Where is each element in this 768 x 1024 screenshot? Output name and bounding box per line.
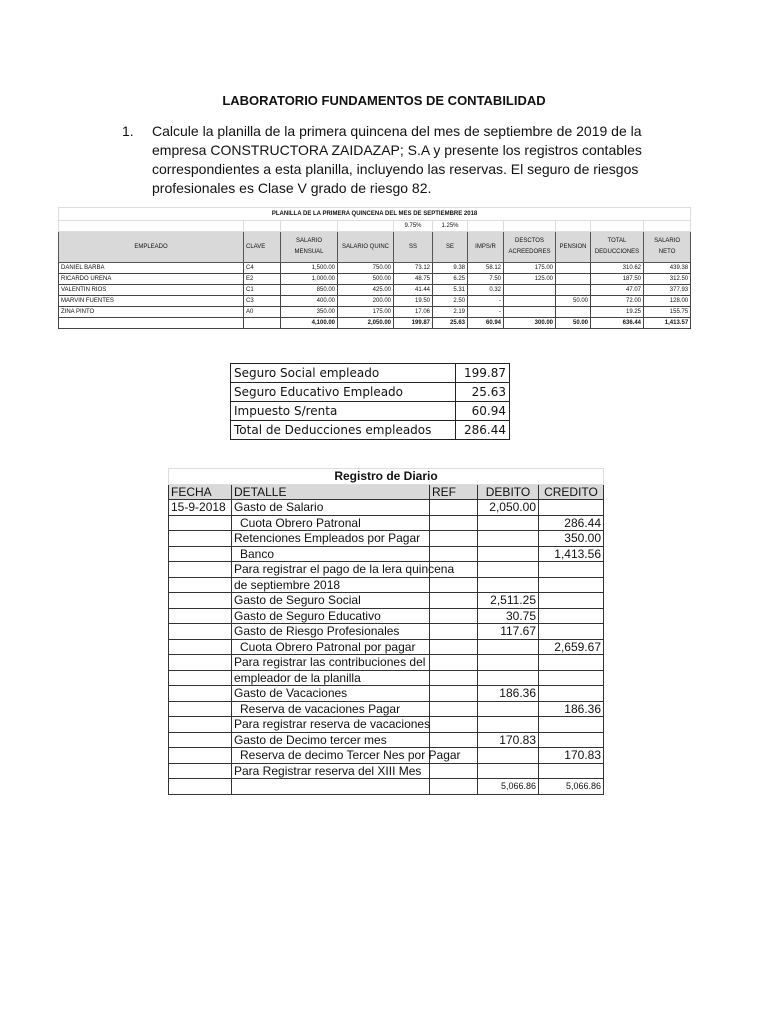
journal-cell [430, 624, 478, 640]
journal-row [169, 562, 604, 578]
journal-row [169, 732, 604, 748]
journal-cell [169, 608, 232, 624]
total-cell: 50.00 [556, 318, 591, 329]
journal-cell: Gasto de Salario [232, 500, 430, 516]
table-cell: 5.31 [433, 285, 468, 296]
journal-cell [169, 655, 232, 671]
journal-cell: Gasto de Vacaciones [232, 686, 430, 702]
column-header: REF [430, 484, 478, 500]
table-cell [556, 307, 591, 318]
summary-label: Seguro Social empleado [231, 364, 456, 383]
table-cell: DANIEL BARBA [59, 263, 244, 274]
table-cell: 312.50 [644, 274, 691, 285]
journal-cell [430, 686, 478, 702]
journal-cell: Para registrar las contribuciones del [232, 655, 430, 671]
journal-row [169, 515, 604, 531]
table-cell: 48.75 [394, 274, 433, 285]
table-cell: 73.12 [394, 263, 433, 274]
table-cell: 155.75 [644, 307, 691, 318]
total-cell: 5,066.86 [478, 779, 539, 795]
total-cell: 5,066.86 [539, 779, 604, 795]
document-title: LABORATORIO FUNDAMENTOS DE CONTABILIDAD [222, 93, 546, 108]
journal-cell [539, 593, 604, 609]
question-text: Calcule la planilla de la primera quincena del mes de septiembre de 2019 de la empresa CONSTRUCTORA ZAIDAZAP; S.A y presente los registros contables correspondientes a esta planilla, incluyendo las reservas. El seguro de riesgos profesionales es Clase V grado de riesgo 82. [152, 123, 642, 196]
empty-cell [468, 221, 504, 232]
se-rate: 1.25% [433, 221, 468, 232]
deductions-summary-table [230, 363, 510, 440]
journal-cell [430, 593, 478, 609]
journal-cell: 186.36 [539, 701, 604, 717]
table-cell: 175.00 [504, 263, 556, 274]
journal-cell [539, 732, 604, 748]
journal-cell: Retenciones Empleados por Pagar [232, 531, 430, 547]
table-cell: 2.19 [433, 307, 468, 318]
journal-cell [430, 546, 478, 562]
journal-row [169, 639, 604, 655]
table-cell [504, 307, 556, 318]
journal-cell: 170.83 [539, 748, 604, 764]
total-cell: 199.87 [394, 318, 433, 329]
journal-cell [539, 608, 604, 624]
ss-rate: 9.75% [394, 221, 433, 232]
column-header: DETALLE [232, 484, 430, 500]
empty-cell [59, 221, 244, 232]
journal-cell [430, 655, 478, 671]
journal-cell: Gasto de Seguro Social [232, 593, 430, 609]
journal-cell [169, 531, 232, 547]
column-header: SE [433, 232, 468, 263]
journal-cell [539, 562, 604, 578]
journal-cell [169, 593, 232, 609]
journal-cell: Para Registrar reserva del XIII Mes [232, 763, 430, 779]
table-cell: 500.00 [338, 274, 394, 285]
table-cell: - [468, 307, 504, 318]
table-row [59, 285, 691, 296]
journal-row [169, 655, 604, 671]
column-header: TOTAL DEDUCCIONES [591, 232, 644, 263]
column-header: DESCTOS ACREEDORES [504, 232, 556, 263]
table-cell [504, 296, 556, 307]
journal-cell [478, 577, 539, 593]
empty-cell [591, 221, 644, 232]
total-cell: 60.94 [468, 318, 504, 329]
journal-cell [430, 763, 478, 779]
journal-cell: 117.67 [478, 624, 539, 640]
journal-cell [478, 655, 539, 671]
journal-row [169, 670, 604, 686]
total-cell [169, 779, 232, 795]
table-cell: 400.00 [281, 296, 338, 307]
summary-label: Seguro Educativo Empleado [231, 383, 456, 402]
total-cell [59, 318, 244, 329]
journal-cell [430, 639, 478, 655]
totals-row [59, 318, 691, 329]
total-cell [430, 779, 478, 795]
table-cell: E2 [244, 274, 281, 285]
journal-cell [430, 670, 478, 686]
total-cell: 1,413.57 [644, 318, 691, 329]
journal-cell: 170.83 [478, 732, 539, 748]
empty-cell [244, 221, 281, 232]
column-header: SS [394, 232, 433, 263]
journal-cell [539, 686, 604, 702]
journal-title: Registro de Diario [169, 469, 604, 485]
journal-row [169, 546, 604, 562]
journal-cell [539, 624, 604, 640]
journal-cell: 2,659.67 [539, 639, 604, 655]
planilla-header-row [59, 232, 691, 263]
journal-cell: 15-9-2018 [169, 500, 232, 516]
journal-cell [430, 500, 478, 516]
table-cell: 1,500.00 [281, 263, 338, 274]
journal-row [169, 701, 604, 717]
journal-cell [478, 515, 539, 531]
journal-cell: 2,050.00 [478, 500, 539, 516]
empty-cell [556, 221, 591, 232]
journal-cell [539, 670, 604, 686]
table-cell: MARVIN FUENTES [59, 296, 244, 307]
table-cell: RICARDO URENA [59, 274, 244, 285]
total-cell: 636.44 [591, 318, 644, 329]
journal-cell: Para registrar el pago de la lera quincena [232, 562, 430, 578]
journal-row [169, 531, 604, 547]
planilla-table [58, 207, 691, 329]
journal-cell [169, 624, 232, 640]
table-cell: 1,000.00 [281, 274, 338, 285]
table-cell: 17.06 [394, 307, 433, 318]
table-cell: 2.50 [433, 296, 468, 307]
total-cell: 2,050.00 [338, 318, 394, 329]
table-cell: 19.25 [591, 307, 644, 318]
journal-cell [169, 562, 232, 578]
journal-cell [478, 717, 539, 733]
table-cell: C3 [244, 296, 281, 307]
summary-row [231, 364, 510, 383]
journal-cell [478, 562, 539, 578]
column-header: CREDITO [539, 484, 604, 500]
table-cell: 187.50 [591, 274, 644, 285]
journal-row [169, 593, 604, 609]
empty-cell [281, 221, 338, 232]
journal-row [169, 500, 604, 516]
table-cell [504, 285, 556, 296]
table-row [59, 307, 691, 318]
table-cell: 350.00 [281, 307, 338, 318]
journal-cell [478, 531, 539, 547]
table-cell: A0 [244, 307, 281, 318]
total-cell: 4,100.00 [281, 318, 338, 329]
column-header: EMPLEADO [59, 232, 244, 263]
column-header: CLAVE [244, 232, 281, 263]
table-cell: 750.00 [338, 263, 394, 274]
journal-cell: Para registrar reserva de vacaciones [232, 717, 430, 733]
summary-label: Total de Deducciones empleados [231, 421, 456, 440]
summary-label: Impuesto S/renta [231, 402, 456, 421]
journal-cell [539, 577, 604, 593]
journal-row [169, 748, 604, 764]
table-cell: C1 [244, 285, 281, 296]
summary-row [231, 421, 510, 440]
empty-cell [644, 221, 691, 232]
journal-totals-row [169, 779, 604, 795]
percent-row [59, 221, 691, 232]
journal-cell [169, 546, 232, 562]
table-cell: 377.93 [644, 285, 691, 296]
journal-cell [169, 763, 232, 779]
journal-cell: 286.44 [539, 515, 604, 531]
journal-cell [478, 763, 539, 779]
empty-cell [504, 221, 556, 232]
journal-cell [169, 686, 232, 702]
table-row [59, 274, 691, 285]
table-cell [556, 285, 591, 296]
journal-cell: 2,511.25 [478, 593, 539, 609]
table-cell: 19.50 [394, 296, 433, 307]
journal-cell: 350.00 [539, 531, 604, 547]
planilla-title: PLANILLA DE LA PRIMERA QUINCENA DEL MES DE SEPTIEMBRE 2018 [59, 208, 691, 221]
column-header: FECHA [169, 484, 232, 500]
table-cell: 72.00 [591, 296, 644, 307]
journal-row [169, 624, 604, 640]
table-cell: 50.00 [556, 296, 591, 307]
journal-cell [478, 639, 539, 655]
summary-row [231, 402, 510, 421]
journal-cell: Gasto de Seguro Educativo [232, 608, 430, 624]
journal-cell: 186.36 [478, 686, 539, 702]
total-cell: 300.00 [504, 318, 556, 329]
table-cell: 128.00 [644, 296, 691, 307]
journal-cell [478, 546, 539, 562]
journal-cell: Gasto de Riesgo Profesionales [232, 624, 430, 640]
column-header: SALARIO QUINC [338, 232, 394, 263]
column-header: SALARIO NETO [644, 232, 691, 263]
journal-cell [430, 717, 478, 733]
journal-cell [169, 670, 232, 686]
total-cell: 25.63 [433, 318, 468, 329]
summary-row [231, 383, 510, 402]
table-cell: 41.44 [394, 285, 433, 296]
table-cell [556, 274, 591, 285]
table-row [59, 263, 691, 274]
journal-cell [478, 670, 539, 686]
table-cell: 9.38 [433, 263, 468, 274]
journal-cell [169, 577, 232, 593]
journal-row [169, 608, 604, 624]
journal-cell [430, 577, 478, 593]
journal-cell: 30.75 [478, 608, 539, 624]
journal-row [169, 686, 604, 702]
summary-value: 60.94 [456, 402, 510, 421]
table-cell: VALENTIN RIOS [59, 285, 244, 296]
table-cell: - [468, 296, 504, 307]
column-header: IMPS/R [468, 232, 504, 263]
journal-cell: Cuota Obrero Patronal [232, 515, 430, 531]
journal-cell [430, 531, 478, 547]
journal-cell [169, 515, 232, 531]
planilla-title-row [59, 208, 691, 221]
summary-value: 286.44 [456, 421, 510, 440]
journal-cell [169, 732, 232, 748]
journal-row [169, 763, 604, 779]
journal-cell [539, 717, 604, 733]
table-cell: 200.00 [338, 296, 394, 307]
column-header: SALARIO MENSUAL [281, 232, 338, 263]
total-cell [232, 779, 430, 795]
journal-cell: Cuota Obrero Patronal por pagar [232, 639, 430, 655]
table-cell: 0.32 [468, 285, 504, 296]
column-header: DEBITO [478, 484, 539, 500]
journal-cell: empleador de la planilla [232, 670, 430, 686]
journal-cell [169, 717, 232, 733]
journal-cell: Reserva de vacaciones Pagar [232, 701, 430, 717]
question-number: 1. [122, 123, 134, 139]
column-header: PENSION [556, 232, 591, 263]
journal-cell [430, 701, 478, 717]
journal-cell [478, 748, 539, 764]
table-cell: 175.00 [338, 307, 394, 318]
journal-row [169, 717, 604, 733]
journal-table [168, 468, 604, 795]
table-row [59, 296, 691, 307]
journal-header-row [169, 484, 604, 500]
journal-cell [169, 639, 232, 655]
journal-cell [430, 732, 478, 748]
table-cell: 125.00 [504, 274, 556, 285]
table-cell: 425.00 [338, 285, 394, 296]
table-cell: 7.50 [468, 274, 504, 285]
table-cell: 850.00 [281, 285, 338, 296]
table-cell: 58.12 [468, 263, 504, 274]
journal-cell [169, 748, 232, 764]
journal-cell [478, 701, 539, 717]
journal-cell [430, 608, 478, 624]
summary-value: 25.63 [456, 383, 510, 402]
journal-cell [169, 701, 232, 717]
journal-title-row [169, 469, 604, 485]
table-cell: 6.25 [433, 274, 468, 285]
table-cell: 47.07 [591, 285, 644, 296]
journal-cell [539, 655, 604, 671]
table-cell: ZINA PINTO [59, 307, 244, 318]
journal-cell: de septiembre 2018 [232, 577, 430, 593]
table-cell: C4 [244, 263, 281, 274]
empty-cell [338, 221, 394, 232]
summary-value: 199.87 [456, 364, 510, 383]
total-cell [244, 318, 281, 329]
table-cell: 439.38 [644, 263, 691, 274]
table-cell: 310.62 [591, 263, 644, 274]
journal-cell [430, 515, 478, 531]
journal-cell: Banco [232, 546, 430, 562]
journal-cell: Reserva de decimo Tercer Nes por Pagar [232, 748, 430, 764]
journal-cell [539, 763, 604, 779]
journal-row [169, 577, 604, 593]
journal-cell: Gasto de Decimo tercer mes [232, 732, 430, 748]
journal-cell: 1,413.56 [539, 546, 604, 562]
journal-cell [539, 500, 604, 516]
table-cell [556, 263, 591, 274]
